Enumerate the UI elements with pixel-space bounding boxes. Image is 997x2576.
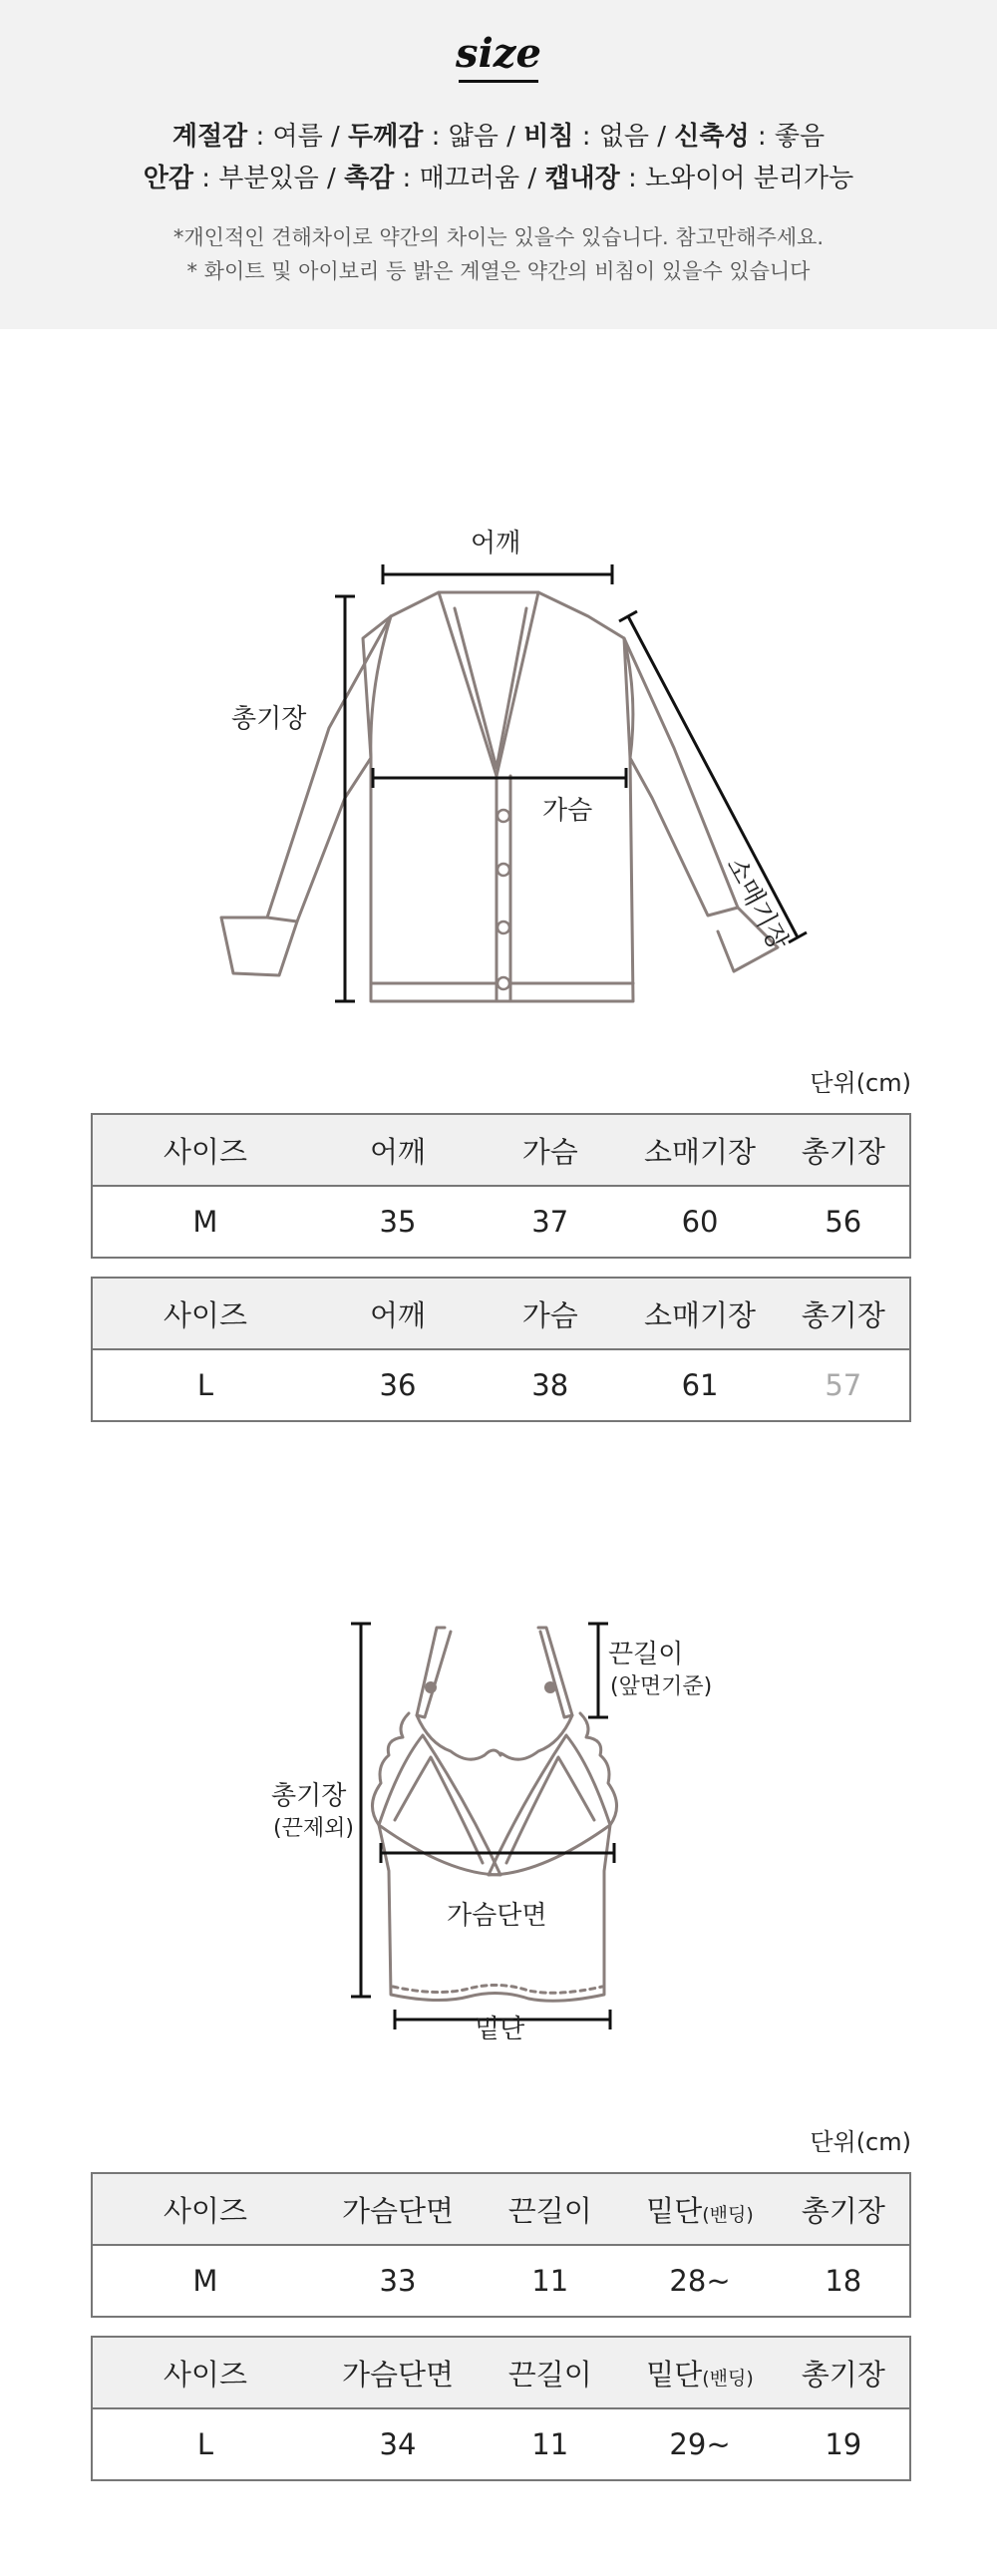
header-cell: 가슴 <box>521 1134 578 1169</box>
value-cell: 35 <box>379 1205 417 1239</box>
header-cell: 어깨 <box>369 1134 427 1169</box>
prop-value: 얇음 <box>448 122 498 152</box>
disclaimer-note-2: * 화이트 및 아이보리 등 밝은 계열은 약간의 비침이 있을수 있습니다 <box>186 259 811 283</box>
value-cell: 60 <box>681 1205 719 1239</box>
prop-key: 두께감 <box>348 122 424 152</box>
table-row <box>93 2409 909 2479</box>
title-underline <box>459 80 538 83</box>
camisole-illustration <box>0 1606 997 2054</box>
header-cell: 가슴 <box>521 1297 578 1332</box>
prop-key: 안감 <box>143 164 193 193</box>
unit-label: 단위(cm) <box>810 1069 911 1097</box>
prop-key: 촉감 <box>344 164 395 193</box>
header-cell: 가슴단면 <box>341 2193 455 2228</box>
unit-label: 단위(cm) <box>810 2128 911 2156</box>
header-cell: 총기장 <box>801 1134 885 1169</box>
value-cell: 56 <box>825 1205 862 1239</box>
header-cell: 가슴단면 <box>341 2357 455 2392</box>
table-header-row <box>93 2174 909 2246</box>
table-header-row <box>93 1115 909 1187</box>
value-cell: 11 <box>531 2427 569 2461</box>
header-hem: 밑단 <box>646 2357 703 2392</box>
camisole-diagram <box>0 1606 997 2054</box>
prop-key: 비침 <box>523 122 574 152</box>
size-table-m <box>91 1113 911 1259</box>
value-cell: 18 <box>825 2264 862 2298</box>
properties-line-1: 계절감 : 여름 / 두께감 : 얇음 / 비침 : 없음 / 신축성 : 좋음 <box>171 122 826 152</box>
header-cell: 총기장 <box>801 1297 885 1332</box>
header-cell: 끈길이 <box>507 2357 592 2392</box>
value-cell: 36 <box>379 1368 417 1402</box>
label-total-note: (끈제외) <box>273 1816 354 1841</box>
prop-value: 노와이어 분리가능 <box>645 164 854 193</box>
prop-value: 좋음 <box>774 122 826 152</box>
prop-key: 신축성 <box>674 122 750 152</box>
table-row <box>93 1350 909 1420</box>
header-cell: 총기장 <box>801 2193 885 2228</box>
header-hem-note: (밴딩) <box>702 2203 754 2226</box>
size-title: size <box>456 30 541 77</box>
cardigan-illustration <box>0 499 997 1017</box>
value-cell: 11 <box>531 2264 569 2298</box>
header-cell: 어깨 <box>369 1297 427 1332</box>
cardigan-diagram <box>0 499 997 1017</box>
header-hem-note: (밴딩) <box>702 2367 754 2390</box>
label-sleeve-length: 소매기장 <box>720 852 794 955</box>
prop-value: 매끄러움 <box>419 164 520 193</box>
label-chest: 가슴 <box>542 796 593 826</box>
value-cell: 29~ <box>669 2427 731 2461</box>
prop-value: 여름 <box>272 122 323 152</box>
prop-value: 부분있음 <box>218 164 319 193</box>
label-strap-length: 끈길이 <box>608 1640 684 1669</box>
value-cell: M <box>192 2264 218 2298</box>
value-cell: 34 <box>379 2427 417 2461</box>
header-hem: 밑단 <box>646 2193 703 2228</box>
header-cell: 소매기장 <box>643 1297 757 1332</box>
header-cell <box>622 2353 777 2393</box>
value-cell: 28~ <box>669 2264 731 2298</box>
value-cell: 61 <box>681 1368 719 1402</box>
header-cell: 사이즈 <box>163 1297 247 1332</box>
label-strap-note: (앞면기준) <box>610 1674 713 1699</box>
value-cell: 19 <box>825 2427 862 2461</box>
prop-value: 없음 <box>598 122 649 152</box>
table-header-row <box>93 1279 909 1350</box>
header-cell: 사이즈 <box>163 1134 247 1169</box>
table-row <box>93 2246 909 2316</box>
label-total-length: 총기장 <box>271 1781 347 1811</box>
prop-key: 계절감 <box>171 122 248 152</box>
value-cell: 37 <box>531 1205 569 1239</box>
value-cell: L <box>196 1368 214 1402</box>
header-cell: 소매기장 <box>643 1134 757 1169</box>
camisole-size-table-m <box>91 2172 911 2318</box>
header-cell: 총기장 <box>801 2357 885 2392</box>
header-cell: 사이즈 <box>163 2357 247 2392</box>
table-row <box>93 1187 909 1257</box>
table-header-row <box>93 2338 909 2409</box>
header-cell <box>622 2189 777 2230</box>
value-cell: M <box>192 1205 218 1239</box>
value-cell: 57 <box>825 1368 862 1402</box>
value-cell: L <box>196 2427 214 2461</box>
info-header <box>0 0 997 329</box>
value-cell: 33 <box>379 2264 417 2298</box>
header-cell: 끈길이 <box>507 2193 592 2228</box>
label-chest-width: 가슴단면 <box>447 1901 547 1931</box>
disclaimer-note-1: *개인적인 견해차이로 약간의 차이는 있을수 있습니다. 참고만해주세요. <box>172 225 825 249</box>
label-total-length: 총기장 <box>231 704 307 734</box>
value-cell: 38 <box>531 1368 569 1402</box>
prop-key: 캡내장 <box>544 164 620 193</box>
label-hem: 밑단 <box>475 2015 525 2044</box>
label-shoulder: 어깨 <box>471 529 521 558</box>
camisole-size-table-l <box>91 2336 911 2481</box>
header-cell: 사이즈 <box>163 2193 247 2228</box>
size-table-l <box>91 1277 911 1422</box>
properties-line-2: 안감 : 부분있음 / 촉감 : 매끄러움 / 캡내장 : 노와이어 분리가능 <box>143 164 854 193</box>
